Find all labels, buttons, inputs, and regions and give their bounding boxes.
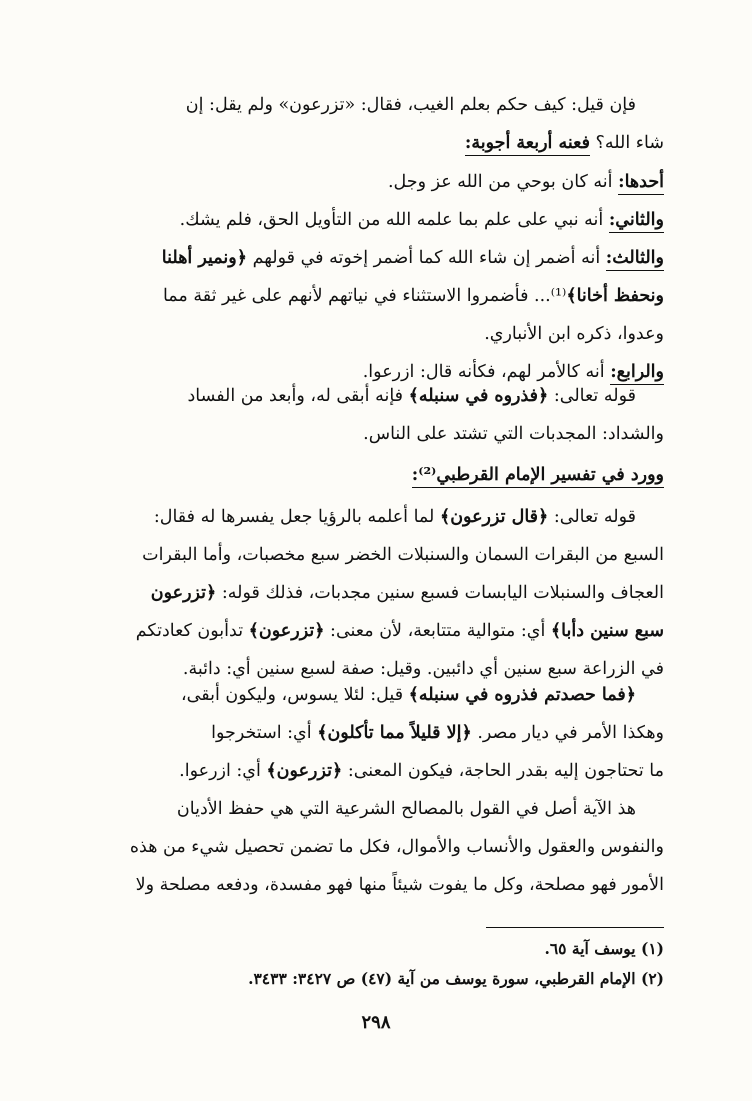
text-segment: قيل: لئلا يسوس، وليكون أبقى، [180, 685, 409, 705]
text-line [88, 752, 664, 790]
footnote-2: (٢) الإمام القرطبي، سورة يوسف من آية (٤٧) ص ٣٤٢٧: ٣٤٣٣. [248, 969, 664, 988]
answer-3-continued: وعدوا، ذكره ابن الأنباري. [484, 324, 664, 344]
answer-2 [88, 201, 664, 239]
footnote-ref: ⁽²⁾ [418, 465, 437, 485]
text-segment: شاء الله؟ [589, 133, 664, 153]
quran-quote: ﴿تزرعون [150, 583, 217, 603]
text-segment: لما أعلمه بالرؤيا جعل يفسرها له فقال: [153, 507, 440, 527]
answer-label: والثالث: [606, 248, 664, 271]
quran-quote: ﴿قال تزرعون﴾ [439, 507, 549, 527]
heading-title: وورد في تفسير الإمام القرطبي [436, 465, 664, 485]
answers-list [88, 163, 664, 391]
text-line [88, 377, 664, 415]
answers-intro: فعنه أربعة أجوبة: [465, 133, 590, 156]
text-line: فإن قيل: كيف حكم بعلم الغيب، فقال: «تزرعون» ولم يقل: إن [185, 95, 636, 115]
page-number: ٢٩٨ [361, 1012, 391, 1033]
footnote-ref: ⁽¹⁾ [550, 286, 567, 306]
section-heading [88, 456, 664, 494]
text-line [88, 676, 664, 714]
text-line [88, 124, 664, 162]
answer-label: والثاني: [609, 210, 664, 233]
text-line [88, 612, 664, 650]
text-segment: تدأبون كعادتكم [135, 621, 249, 641]
text-line: هذ الآية أصل في القول بالمصالح الشرعية التي هي حفظ الأديان [176, 799, 636, 819]
footnote-separator [486, 927, 664, 928]
paragraph-maslaha [88, 790, 664, 904]
answer-text: أنه نبي على علم بما علمه الله من التأويل الحق، فلم يشك. [179, 210, 609, 230]
answer-label: أحدها: [618, 172, 664, 195]
answer-label: والرابع: [610, 362, 664, 385]
paragraph-harvest [88, 676, 664, 790]
text-segment: قوله تعالى: [548, 386, 636, 406]
text-segment: قوله تعالى: [548, 507, 636, 527]
paragraph-question [88, 86, 664, 162]
paragraph-verse [88, 377, 664, 453]
heading-colon: : [411, 465, 419, 485]
answer-3-continued [88, 277, 664, 315]
quran-quote: ونحفظ أخانا﴾ [566, 286, 664, 306]
answer-1 [88, 163, 664, 201]
answer-text: ... فأضمروا الاستثناء في نياتهم لأنهم على غير ثقة مما [162, 286, 551, 306]
text-line [88, 498, 664, 536]
text-line: والشداد: المجدبات التي تشتد على الناس. [363, 424, 664, 444]
text-segment: فإنه أبقى له، وأبعد من الفساد [187, 386, 409, 406]
answer-3 [88, 239, 664, 277]
text-segment: أي: استخرجوا [211, 723, 318, 743]
quran-quote: ﴿تزرعون﴾ [248, 621, 325, 641]
answer-text: أنه كالأمر لهم، فكأنه قال: ازرعوا. [362, 362, 611, 382]
text-segment: وهكذا الأمر في ديار مصر. [471, 723, 664, 743]
text-segment: ما تحتاجون إليه بقدر الحاجة، فيكون المعنى: [342, 761, 664, 781]
quran-quote: ﴿إلا قليلاً مما تأكلون﴾ [317, 723, 472, 743]
paragraph-qurtubi [88, 498, 664, 688]
text-line: الأمور فهو مصلحة، وكل ما يفوت شيئاً منها فهو مفسدة، ودفعه مصلحة ولا [135, 875, 664, 895]
text-segment: أي: ازرعوا. [179, 761, 267, 781]
text-line: والنفوس والعقول والأنساب والأموال، فكل ما تضمن تحصيل شيء من هذه [129, 837, 664, 857]
quran-quote: ﴿ونمير أهلنا [161, 248, 247, 268]
text-line: السبع من البقرات السمان والسنبلات الخضر سبع مخصبات، وأما البقرات [142, 545, 664, 565]
footnote-1: (١) يوسف آية ٦٥. [544, 939, 664, 958]
answer-text: أنه أضمر إن شاء الله كما أضمر إخوته في قولهم [247, 248, 606, 268]
quran-quote: ﴿تزرعون﴾ [266, 761, 343, 781]
quran-quote: سبع سنين دأبا﴾ [550, 621, 664, 641]
text-segment: العجاف والسنبلات اليابسات فسبع سنين مجدبات، فذلك قوله: [216, 583, 664, 603]
quran-quote: ﴿فما حصدتم فذروه في سنبله﴾ [408, 685, 636, 705]
text-line: في الزراعة سبع سنين أي دائبين. وقيل: صفة لسبع سنين أي: دائبة. [182, 659, 664, 679]
text-line [88, 574, 664, 612]
answer-text: أنه كان بوحي من الله عز وجل. [387, 172, 619, 192]
text-segment: أي: متوالية متتابعة، لأن معنى: [324, 621, 551, 641]
text-line [88, 714, 664, 752]
quran-quote: ﴿فذروه في سنبله﴾ [408, 386, 549, 406]
heading-line [88, 456, 664, 494]
heading-text [412, 465, 664, 488]
